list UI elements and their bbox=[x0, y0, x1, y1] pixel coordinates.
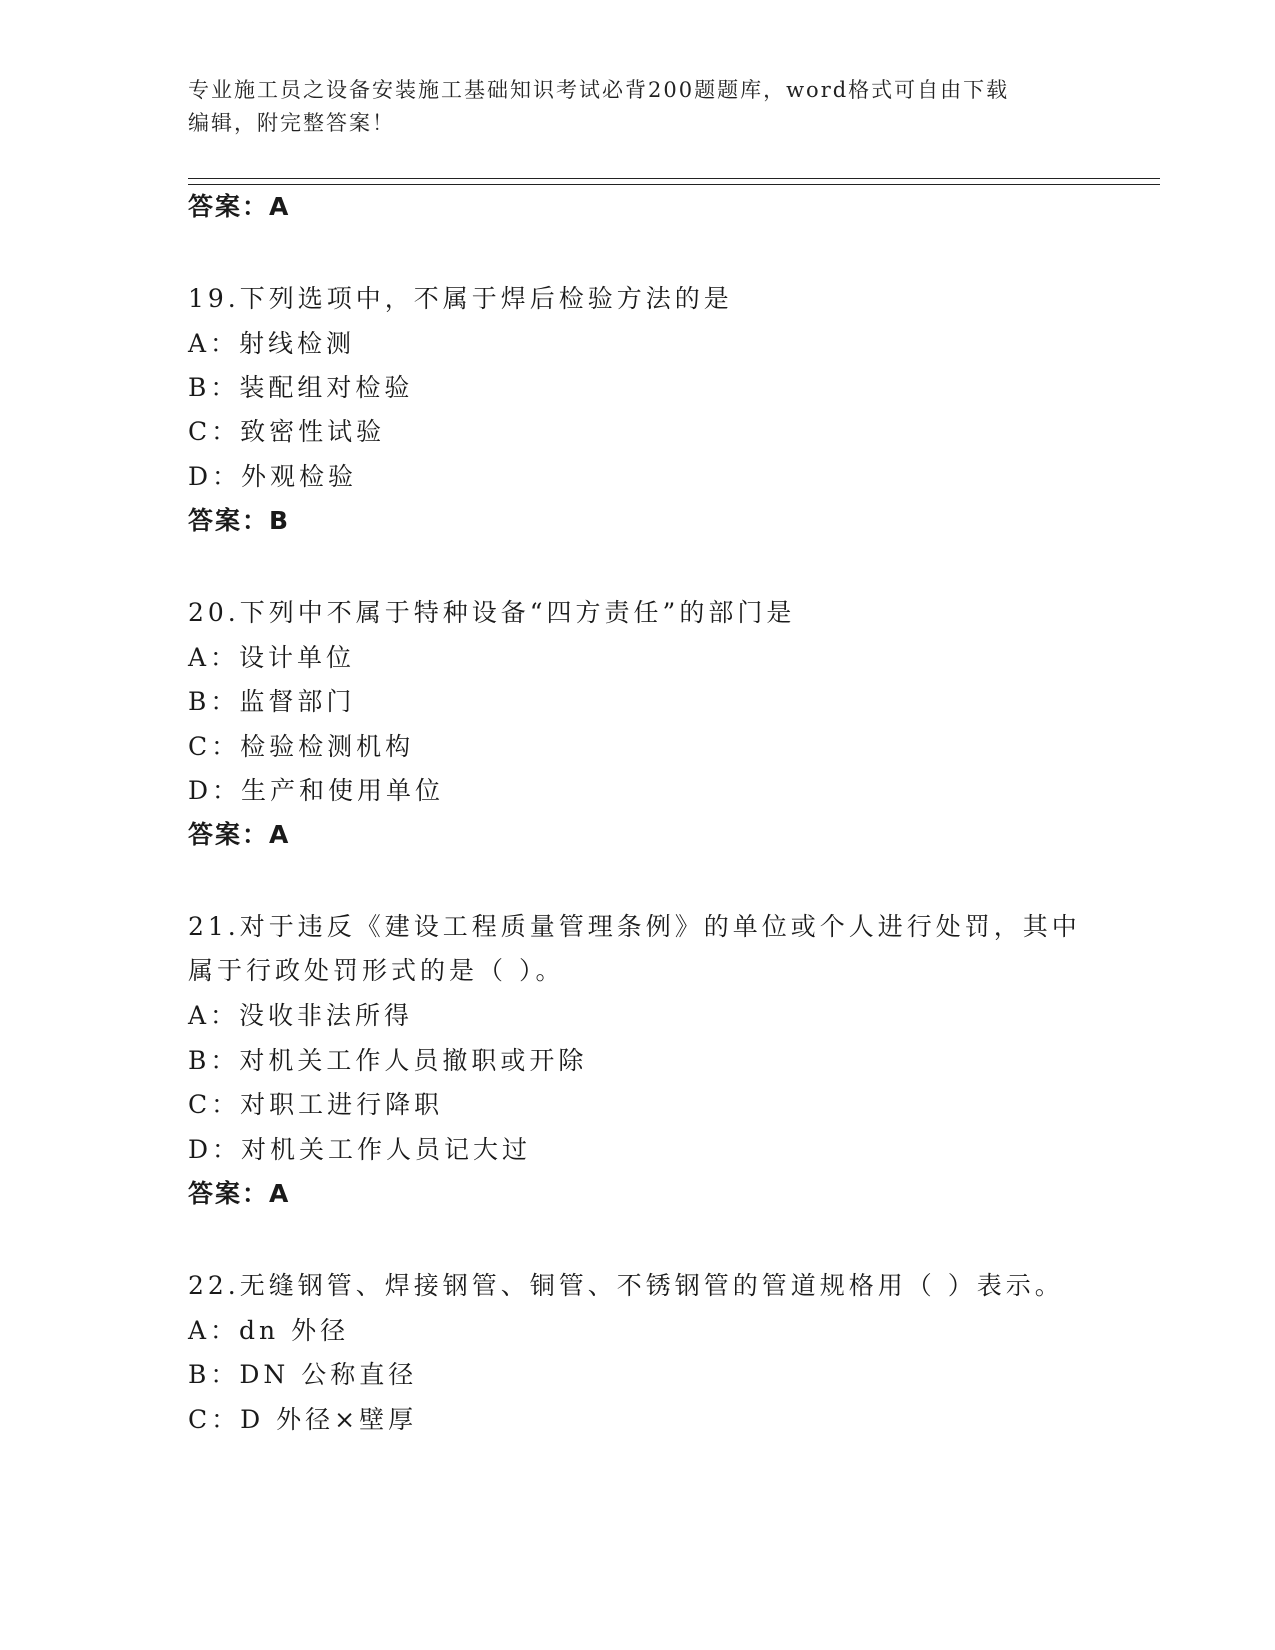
question-stem-continued: 属于行政处罚形式的是（ ）。 bbox=[188, 956, 565, 985]
option-d: D：生产和使用单位 bbox=[188, 776, 445, 805]
option-c: C：致密性试验 bbox=[188, 417, 386, 446]
option-a: A：射线检测 bbox=[188, 329, 356, 358]
answer-label: 答案：A bbox=[188, 192, 291, 221]
header-divider bbox=[188, 178, 1160, 185]
option-a: A：设计单位 bbox=[188, 643, 356, 672]
document-header bbox=[188, 74, 1068, 140]
option-b: B：装配组对检验 bbox=[188, 373, 414, 402]
question-stem: 22.无缝钢管、焊接钢管、铜管、不锈钢管的管道规格用（ ）表示。 bbox=[188, 1271, 1064, 1300]
header-line-1: 专业施工员之设备安装施工基础知识考试必背200题题库，word格式可自由下载 bbox=[188, 78, 1010, 102]
option-b: B：对机关工作人员撤职或开除 bbox=[188, 1046, 588, 1075]
option-b: B：监督部门 bbox=[188, 687, 356, 716]
answer-label: 答案：A bbox=[188, 1179, 291, 1208]
answer-label: 答案：B bbox=[188, 506, 291, 535]
header-line-2: 编辑，附完整答案！ bbox=[188, 111, 395, 135]
option-a: A：没收非法所得 bbox=[188, 1001, 414, 1030]
option-d: D：对机关工作人员记大过 bbox=[188, 1135, 532, 1164]
option-c: C：D 外径×壁厚 bbox=[188, 1405, 418, 1434]
option-c: C：对职工进行降职 bbox=[188, 1090, 444, 1119]
option-d: D：外观检验 bbox=[188, 462, 358, 491]
question-stem: 21.对于违反《建设工程质量管理条例》的单位或个人进行处罚，其中 bbox=[188, 912, 1081, 941]
question-stem: 19.下列选项中，不属于焊后检验方法的是 bbox=[188, 284, 733, 313]
option-b: B：DN 公称直径 bbox=[188, 1360, 418, 1389]
option-a: A：dn 外径 bbox=[188, 1316, 350, 1345]
question-stem: 20.下列中不属于特种设备“四方责任”的部门是 bbox=[188, 598, 796, 627]
option-c: C：检验检测机构 bbox=[188, 732, 415, 761]
answer-label: 答案：A bbox=[188, 820, 291, 849]
